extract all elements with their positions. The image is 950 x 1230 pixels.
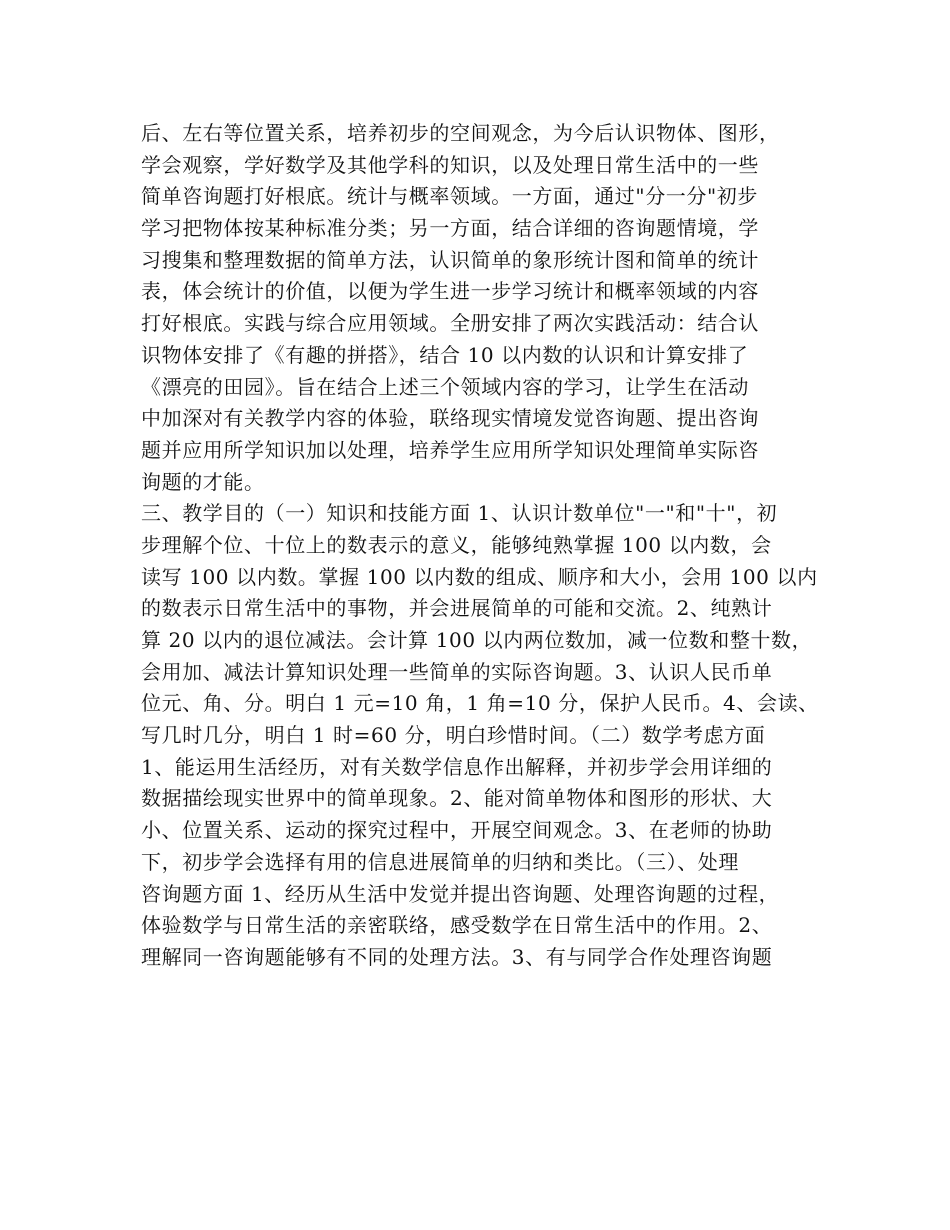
- text-line: 识物体安排了《有趣的拼搭》，结合 10 以内数的认识和计算安排了: [141, 342, 749, 367]
- text-line: 题并应用所学知识加以处理，培养学生应用所学知识处理简单实际咨: [141, 437, 759, 462]
- text-line: 下，初步学会选择有用的信息进展简单的归纳和类比。（三）、处理: [141, 849, 739, 874]
- text-line: 步理解个位、十位上的数表示的意义，能够纯熟掌握 100 以内数，会: [141, 532, 772, 557]
- text-line: 咨询题方面 1、经历从生活中发觉并提出咨询题、处理咨询题的过程，: [141, 881, 780, 906]
- text-line: 询题的才能。: [141, 469, 265, 494]
- text-line: 的数表示日常生活中的事物，并会进展简单的可能和交流。2、纯熟计: [141, 596, 773, 621]
- text-line: 简单咨询题打好根底。统计与概率领域。一方面，通过"分一分"初步: [141, 184, 758, 209]
- text-line: 理解同一咨询题能够有不同的处理方法。3、有与同学合作处理咨询题: [141, 944, 773, 969]
- text-line: 位元、角、分。明白 1 元=10 角，1 角=10 分，保护人民币。4、会读、: [141, 691, 819, 716]
- text-line: 中加深对有关教学内容的体验，联络现实情境发觉咨询题、提出咨询: [141, 406, 759, 431]
- text-line: 体验数学与日常生活的亲密联络，感受数学在日常生活中的作用。2、: [141, 913, 773, 938]
- body-text: [141, 118, 841, 974]
- text-line: 表，体会统计的价值，以便为学生进一步学习统计和概率领域的内容: [141, 279, 759, 304]
- text-line: 习搜集和整理数据的简单方法，认识简单的象形统计图和简单的统计: [141, 247, 759, 272]
- text-line: 后、左右等位置关系，培养初步的空间观念，为今后认识物体、图形，: [141, 121, 780, 145]
- text-line: 《漂亮的田园》。旨在结合上述三个领域内容的学习，让学生在活动: [141, 374, 749, 399]
- text-line: 数据描绘现实世界中的简单现象。2、能对简单物体和图形的形状、大: [141, 786, 773, 811]
- text-line: 学习把物体按某种标准分类；另一方面，结合详细的咨询题情境，学: [141, 216, 759, 241]
- text-line: 小、位置关系、运动的探究过程中，开展空间观念。3、在老师的协助: [141, 818, 773, 843]
- text-line: 会用加、减法计算知识处理一些简单的实际咨询题。3、认识人民币单: [141, 659, 773, 684]
- text-line: 1、能运用生活经历，对有关数学信息作出解释，并初步学会用详细的: [141, 754, 773, 779]
- text-line: 写几时几分，明白 1 时=60 分，明白珍惜时间。（二）数学考虑方面: [141, 723, 766, 748]
- text-line: 打好根底。实践与综合应用领域。全册安排了两次实践活动：结合认: [141, 311, 759, 336]
- text-line: 三、教学目的（一）知识和技能方面 1、认识计数单位"一"和"十"，初: [141, 501, 778, 526]
- text-line: 读写 100 以内数。掌握 100 以内数的组成、顺序和大小，会用 100 以内: [141, 564, 818, 589]
- text-line: 算 20 以内的退位减法。会计算 100 以内两位数加，减一位数和整十数，: [141, 628, 813, 652]
- text-line: 学会观察，学好数学及其他学科的知识，以及处理日常生活中的一些: [141, 152, 759, 177]
